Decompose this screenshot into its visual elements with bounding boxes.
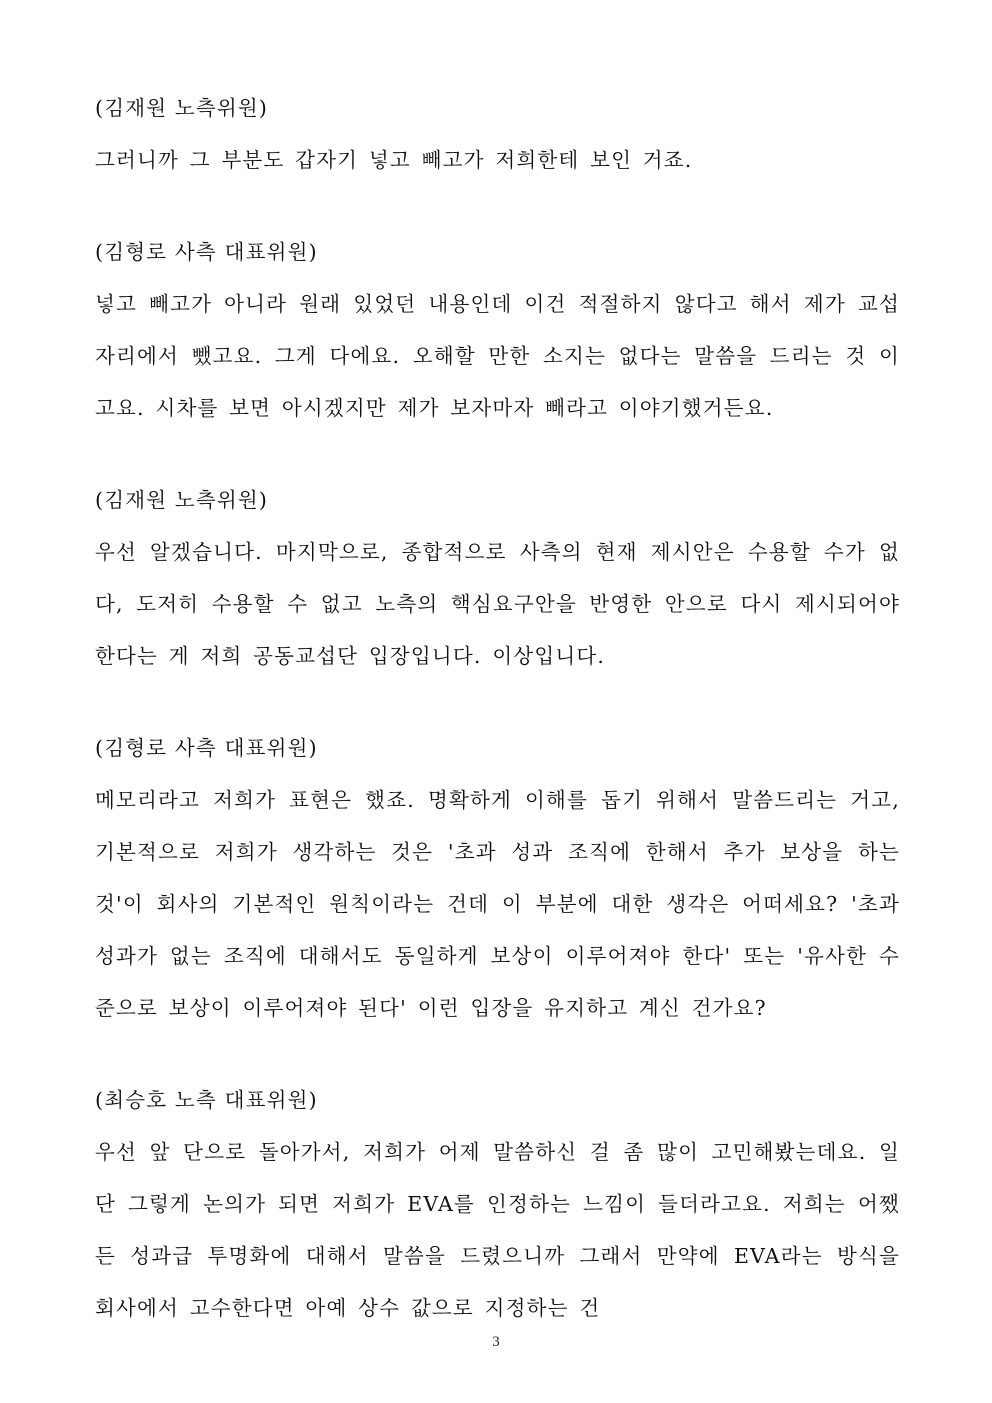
transcript-entry — [95, 226, 900, 434]
transcript-entry — [95, 474, 900, 682]
transcript-entry — [95, 722, 900, 1034]
transcript-entry — [95, 1074, 900, 1334]
transcript-page — [95, 82, 900, 1374]
speaker-label: (김형로 사측 대표위원) — [95, 736, 318, 760]
speech-paragraph: 넣고 빼고가 아니라 원래 있었던 내용인데 이건 적절하지 않다고 해서 제가 교섭 자리에서 뺐고요. 그게 다에요. 오해할 만한 소지는 없다는 말씀을 드리는 것 이고요. 시차를 보면 아시겠지만 제가 보자마자 빼라고 이야기했거든요. — [95, 292, 900, 420]
speech-paragraph: 우선 알겠습니다. 마지막으로, 종합적으로 사측의 현재 제시안은 수용할 수가 없다, 도저히 수용할 수 없고 노측의 핵심요구안을 반영한 안으로 다시 제시되어야 한다는 게 저희 공동교섭단 입장입니다. 이상입니다. — [95, 540, 900, 668]
transcript-entry — [95, 82, 900, 186]
page-number: 3 — [492, 1334, 500, 1350]
speech-paragraph: 우선 앞 단으로 돌아가서, 저희가 어제 말씀하신 걸 좀 많이 고민해봤는데요. 일단 그렇게 논의가 되면 저희가 EVA를 인정하는 느낌이 들더라고요. 저희는 어쨌든 성과급 투명화에 대해서 말씀을 드렸으니까 그래서 만약에 EVA라는 방식을 회사에서 고수한다면 아예 상수 값으로 지정하는 건 — [95, 1140, 900, 1320]
speaker-label: (김재원 노측위원) — [95, 488, 269, 512]
speaker-label: (김재원 노측위원) — [95, 96, 269, 120]
speaker-label: (김형로 사측 대표위원) — [95, 240, 318, 264]
speech-paragraph: 메모리라고 저희가 표현은 했죠. 명확하게 이해를 돕기 위해서 말씀드리는 거고, 기본적으로 저희가 생각하는 것은 '초과 성과 조직에 한해서 추가 보상을 하는 것'이 회사의 기본적인 원칙이라는 건데 이 부분에 대한 생각은 어떠세요? '초과 성과가 없는 조직에 대해서도 동일하게 보상이 이루어져야 한다' 또는 '유사한 수준으로 보상이 이루어져야 된다' 이런 입장을 유지하고 계신 건가요? — [95, 788, 900, 1020]
speaker-label: (최승호 노측 대표위원) — [95, 1088, 318, 1112]
speech-paragraph: 그러니까 그 부분도 갑자기 넣고 빼고가 저희한테 보인 거죠. — [95, 148, 693, 172]
